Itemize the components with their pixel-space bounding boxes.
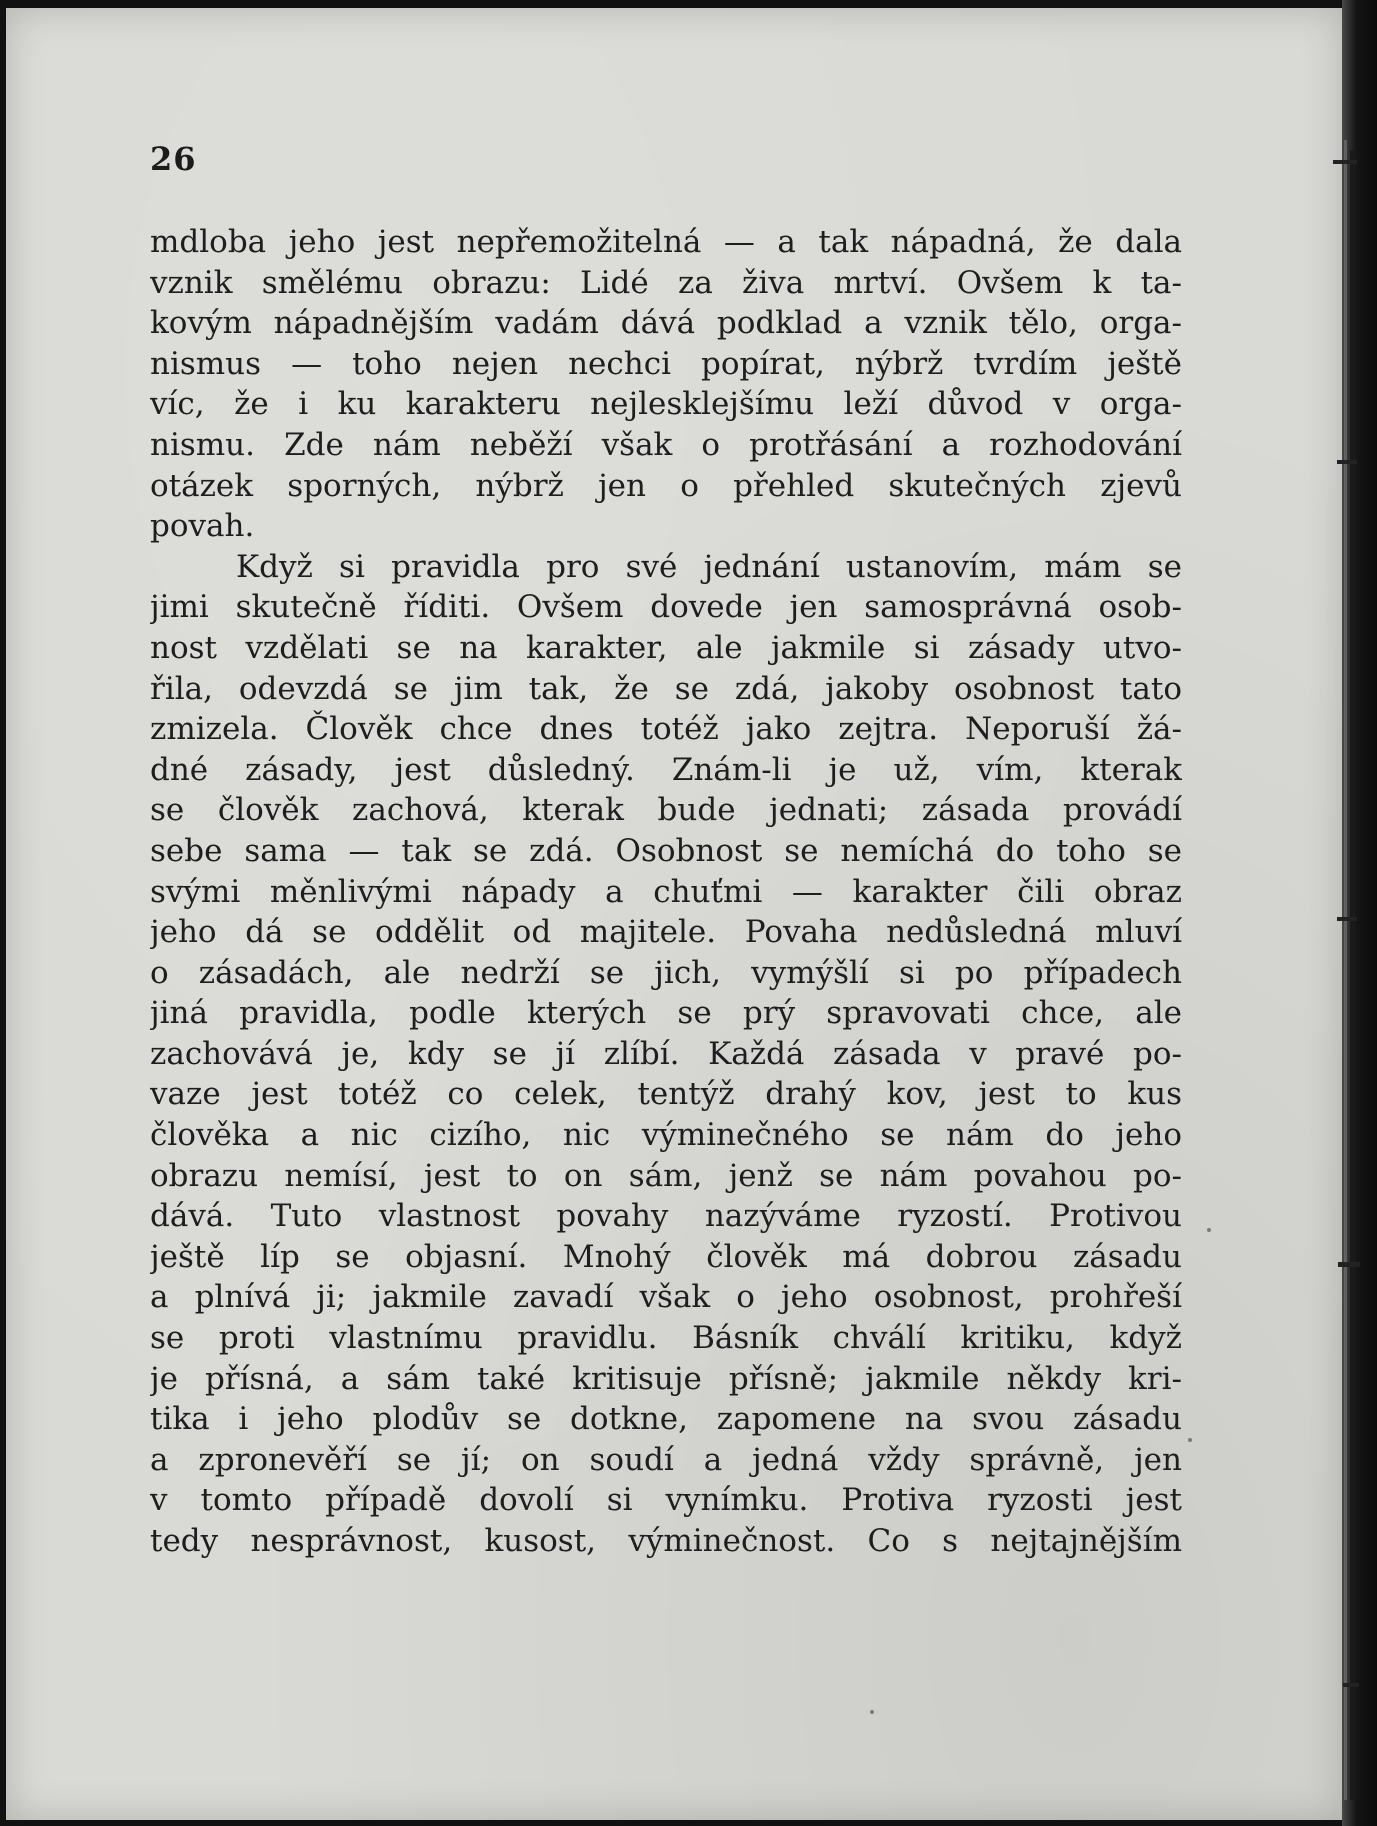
margin-tick-mark (1338, 1262, 1360, 1267)
text-line: mdloba jeho jest nepřemožitelná — a tak nápadná, že dala (150, 224, 1182, 260)
text-line: Když si pravidla pro své jednání ustanovím, mám se (236, 548, 1182, 585)
margin-tick-mark (1337, 460, 1357, 464)
text-line: a plnívá ji; jakmile zavadí však o jeho osobnost, prohřeší (150, 1279, 1182, 1316)
text-line: se člověk zachová, kterak bude jednati; zásada provádí (150, 792, 1182, 829)
paper-speck (1188, 1438, 1192, 1442)
text-line: sebe sama — tak se zdá. Osobnost se nemíchá do toho se (150, 832, 1182, 869)
binding-edge-highlight (1344, 140, 1347, 1800)
text-line: svými měnlivými nápady a chuťmi — karakter čili obraz (150, 873, 1182, 910)
text-line: člověka a nic cizího, nic výminečného se nám do jeho (150, 1117, 1182, 1154)
margin-tick-mark (1333, 160, 1357, 164)
text-line: je přísná, a sám také kritisuje přísně; jakmile někdy kri- (150, 1360, 1182, 1397)
text-line: vznik smělému obrazu: Lidé za živa mrtví. Ovšem k ta- (150, 264, 1182, 301)
binding-edge (1342, 0, 1377, 1826)
text-line: a zpronevěří se jí; on soudí a jedná vždy správně, jen (150, 1441, 1182, 1478)
text-line: jeho dá se oddělit od majitele. Povaha nedůsledná mluví (150, 914, 1182, 951)
text-line: o zásadách, ale nedrží se jich, vymýšlí si po případech (150, 954, 1182, 991)
text-line: víc, že i ku karakteru nejlesklejšímu leží důvod v orga- (150, 386, 1182, 423)
text-line: otázek sporných, nýbrž jen o přehled skutečných zjevů (150, 467, 1182, 504)
text-line: nismu. Zde nám neběží však o protřásání a rozhodování (150, 426, 1182, 463)
body-text (150, 222, 1182, 1562)
text-line: dává. Tuto vlastnost povahy nazýváme ryzostí. Protivou (150, 1198, 1182, 1235)
margin-tick-mark (1337, 917, 1357, 921)
text-line: vaze jest totéž co celek, tentýž drahý kov, jest to kus (150, 1076, 1182, 1113)
text-line: obrazu nemísí, jest to on sám, jenž se nám povahou po- (150, 1157, 1182, 1194)
paper-speck (870, 1710, 874, 1714)
text-line: zmizela. Člověk chce dnes totéž jako zejtra. Neporuší žá- (150, 711, 1182, 748)
text-line: tika i jeho plodův se dotkne, zapomene na svou zásadu (150, 1401, 1182, 1438)
text-line: nost vzdělati se na karakter, ale jakmile si zásady utvo- (150, 629, 1182, 666)
text-line: jimi skutečně říditi. Ovšem dovede jen samosprávná osob- (150, 589, 1182, 626)
text-line: v tomto případě dovolí si vynímku. Protiva ryzosti jest (150, 1482, 1182, 1519)
text-line: jiná pravidla, podle kterých se prý spravovati chce, ale (150, 995, 1182, 1032)
text-line: ještě líp se objasní. Mnohý člověk má dobrou zásadu (150, 1238, 1182, 1275)
text-line: zachovává je, kdy se jí zlíbí. Každá zásada v pravé po- (150, 1035, 1182, 1072)
binding-edge-rule (1350, 150, 1354, 1800)
text-line: dné zásady, jest důsledný. Znám-li je už, vím, kterak (150, 751, 1182, 788)
paper-speck (1207, 1228, 1211, 1232)
page-number: 26 (150, 140, 197, 178)
margin-tick-mark (1343, 1683, 1359, 1687)
text-line: tedy nesprávnost, kusost, výminečnost. Co s nejtajnějším (150, 1523, 1182, 1559)
text-line: se proti vlastnímu pravidlu. Básník chválí kritiku, když (150, 1320, 1182, 1357)
text-line: povah. (150, 508, 255, 545)
text-line: nismus — toho nejen nechci popírat, nýbrž tvrdím ještě (150, 345, 1182, 382)
text-line: řila, odevzdá se jim tak, že se zdá, jakoby osobnost tato (150, 670, 1182, 707)
text-line: kovým nápadnějším vadám dává podklad a vznik tělo, orga- (150, 305, 1182, 342)
